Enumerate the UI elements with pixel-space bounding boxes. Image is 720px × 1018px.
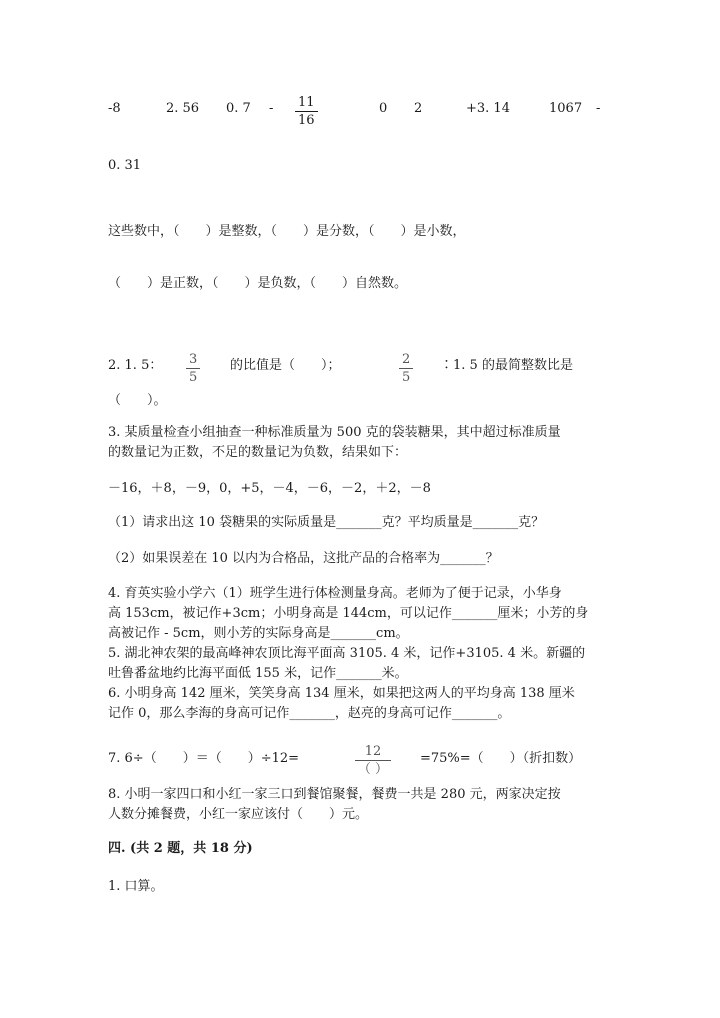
fraction-12-blank	[350, 744, 396, 777]
question-8-line-1: 8. 小明一家四口和小红一家三口到餐馆聚餐，餐费一共是 280 元，两家决定按	[108, 787, 561, 802]
number-1067: 1067	[549, 101, 583, 116]
fraction-denominator: 5	[189, 370, 198, 385]
fraction-numerator: 3	[186, 352, 200, 369]
question-5-line-1: 5. 湖北神农架的最高峰神农顶比海平面高 3105. 4 米，记作+3105. 4 米。新疆的	[108, 646, 586, 661]
number-0: 0	[379, 101, 388, 116]
question-3-line-2: 的数量记为正数，不足的数量记为负数，结果如下：	[108, 445, 408, 460]
question-8-line-2: 人数分摊餐费，小红一家应该付（ ）元。	[108, 807, 369, 822]
fraction-3-5	[186, 352, 200, 385]
number-plus-3-14: +3. 14	[466, 101, 510, 116]
question-3-line-1: 3. 某质量检查小组抽查一种标准质量为 500 克的袋装糖果，其中超过标准质量	[108, 425, 561, 440]
number-2: 2	[414, 101, 423, 116]
question-1-line-1: 这些数中，（ ）是整数，（ ）是分数，（ ）是小数，	[108, 224, 466, 239]
question-4-line-2: 高 153cm，被记作+3cm；小明身高是 144cm，可以记作_______厘米；小芳的身	[108, 606, 589, 621]
fraction-numerator: 12	[355, 744, 392, 761]
fraction-denominator: （ ）	[357, 762, 389, 777]
question-2-suffix: ∶1. 5 的最简整数比是	[440, 358, 573, 373]
question-6-line-1: 6. 小明身高 142 厘米，笑笑身高 134 厘米，如果把这两人的平均身高 138 厘米	[108, 686, 575, 701]
fraction-denominator: 16	[298, 113, 315, 128]
question-5-line-2: 吐鲁番盆地约比海平面低 155 米，记作_______米。	[108, 666, 408, 681]
question-3-sub-1: （1）请求出这 10 袋糖果的实际质量是_______克？平均质量是_______克？	[108, 515, 545, 530]
question-1-line-2: （ ）是正数，（ ）是负数，（ ）自然数。	[108, 276, 408, 291]
section-4-title: 四. (共 2 题，共 18 分)	[108, 841, 253, 856]
fraction-numerator: 11	[295, 95, 318, 112]
question-2-line-2: （ ）。	[108, 393, 167, 408]
question-7-part-2: =75%=（ ）（折扣数）	[420, 751, 582, 766]
number-2-56: 2. 56	[166, 101, 200, 116]
fraction-numerator: 2	[399, 352, 413, 369]
section-4-question-1: 1. 口算。	[108, 879, 164, 894]
question-4-line-3: 高被记作 - 5cm，则小芳的实际身高是_______cm。	[108, 626, 409, 641]
question-3-data: －16，＋8，－9，0，+5，－4，－6，－2，＋2，－8	[108, 481, 431, 496]
number-0-7: 0. 7	[226, 101, 251, 116]
question-4-line-1: 4. 育英实验小学六（1）班学生进行体检测量身高。老师为了便于记录，小华身	[108, 586, 562, 601]
number-neg8: -8	[108, 101, 121, 116]
number-0-31: 0. 31	[108, 158, 142, 173]
fraction-denominator: 5	[402, 370, 411, 385]
question-7-part-1: 7. 6÷（ ）＝（ ）÷12=	[108, 751, 300, 766]
minus-sign-2: -	[596, 101, 601, 116]
fraction-11-16	[295, 95, 318, 128]
fraction-2-5	[399, 352, 413, 385]
question-2-middle: 的比值是（ ）；	[230, 358, 341, 373]
minus-sign: -	[269, 101, 274, 116]
question-2-prefix: 2. 1. 5：	[108, 358, 163, 373]
question-3-sub-2: （2）如果误差在 10 以内为合格品，这批产品的合格率为_______？	[108, 551, 499, 566]
question-6-line-2: 记作 0，那么李海的身高可记作_______，赵亮的身高可记作_______。	[108, 706, 511, 721]
